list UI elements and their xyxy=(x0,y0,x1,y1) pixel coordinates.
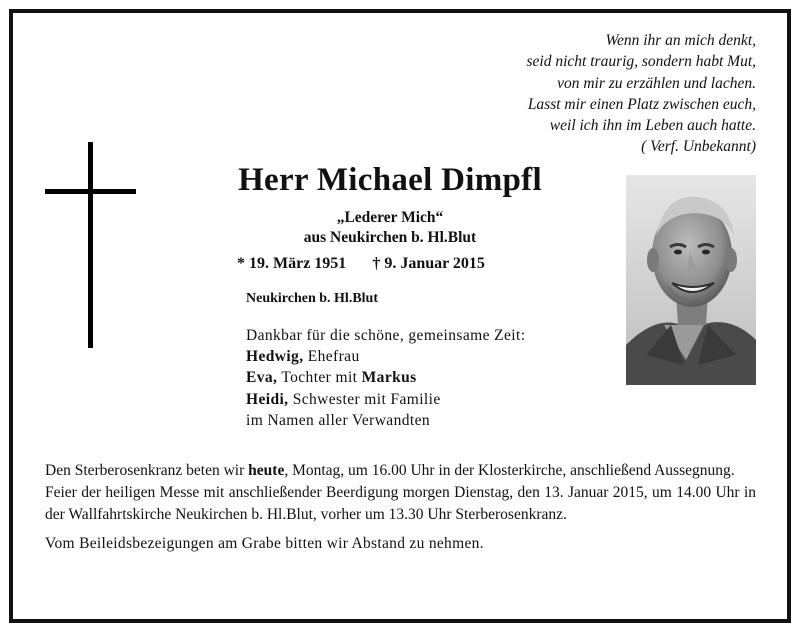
mourner-name: Hedwig, xyxy=(246,348,304,366)
mourners-intro: Dankbar für die schöne, gemeinsame Zeit: xyxy=(246,327,526,344)
poem-source: ( Verf. Unbekannt) xyxy=(641,138,756,156)
portrait-photo xyxy=(626,175,756,385)
mourner-name: Eva, xyxy=(246,369,278,387)
mourner-name: Heidi, xyxy=(246,390,289,408)
place-of-residence: Neukirchen b. Hl.Blut xyxy=(246,291,378,306)
mourner-relation: Schwester mit Familie xyxy=(288,390,441,408)
rosary-paragraph xyxy=(45,460,756,482)
funeral-paragraph: Feier der heiligen Messe mit anschließender Beerdigung morgen Dienstag, den 13. Januar 2015, um 14.00 Uhr in der Wallfahrtskirche Neukirchen b. Hl.Blut, vorher um 13.30 Uhr Sterberosenkranz. xyxy=(45,484,756,524)
poem-line: weil ich ihn im Leben auch hatte. xyxy=(549,117,756,135)
service-notice xyxy=(45,460,756,555)
mourner-row xyxy=(246,389,525,410)
birth-date: * 19. März 1951 xyxy=(237,255,347,272)
poem-line: von mir zu erzählen und lachen. xyxy=(557,74,756,92)
mourner-row xyxy=(246,367,525,388)
cross-horizontal-bar xyxy=(45,189,136,194)
mourner-relation: Ehefrau xyxy=(303,348,360,366)
mourners-list xyxy=(246,325,525,431)
rosary-text-cont: , Montag, um 16.00 Uhr in der Klosterkirche, anschließend Aussegnung. xyxy=(284,462,735,479)
deceased-name: Herr Michael Dimpfl xyxy=(238,162,542,198)
portrait-illustration xyxy=(626,175,756,385)
deceased-origin: aus Neukirchen b. Hl.Blut xyxy=(303,229,477,246)
cross-vertical-bar xyxy=(88,142,93,348)
poem-line: Wenn ihr an mich denkt, xyxy=(605,32,756,49)
life-dates xyxy=(237,255,485,273)
death-date: † 9. Januar 2015 xyxy=(372,255,485,272)
poem-line: Lasst mir einen Platz zwischen euch, xyxy=(527,95,756,113)
mourners-others: im Namen aller Verwandten xyxy=(246,411,431,429)
mourner-partner: Markus xyxy=(361,369,417,387)
mourner-row xyxy=(246,346,525,367)
poem xyxy=(426,30,756,158)
condolence-note: Vom Beileidsbezeigungen am Grabe bitten wir Abstand zu nehmen. xyxy=(45,534,484,552)
rosary-day: heute xyxy=(248,462,285,479)
poem-line: seid nicht traurig, sondern habt Mut, xyxy=(526,53,756,71)
mourner-relation: Tochter mit xyxy=(277,369,362,387)
deceased-nickname: „Lederer Mich“ xyxy=(336,209,444,226)
rosary-text: Den Sterberosenkranz beten wir xyxy=(45,462,249,479)
